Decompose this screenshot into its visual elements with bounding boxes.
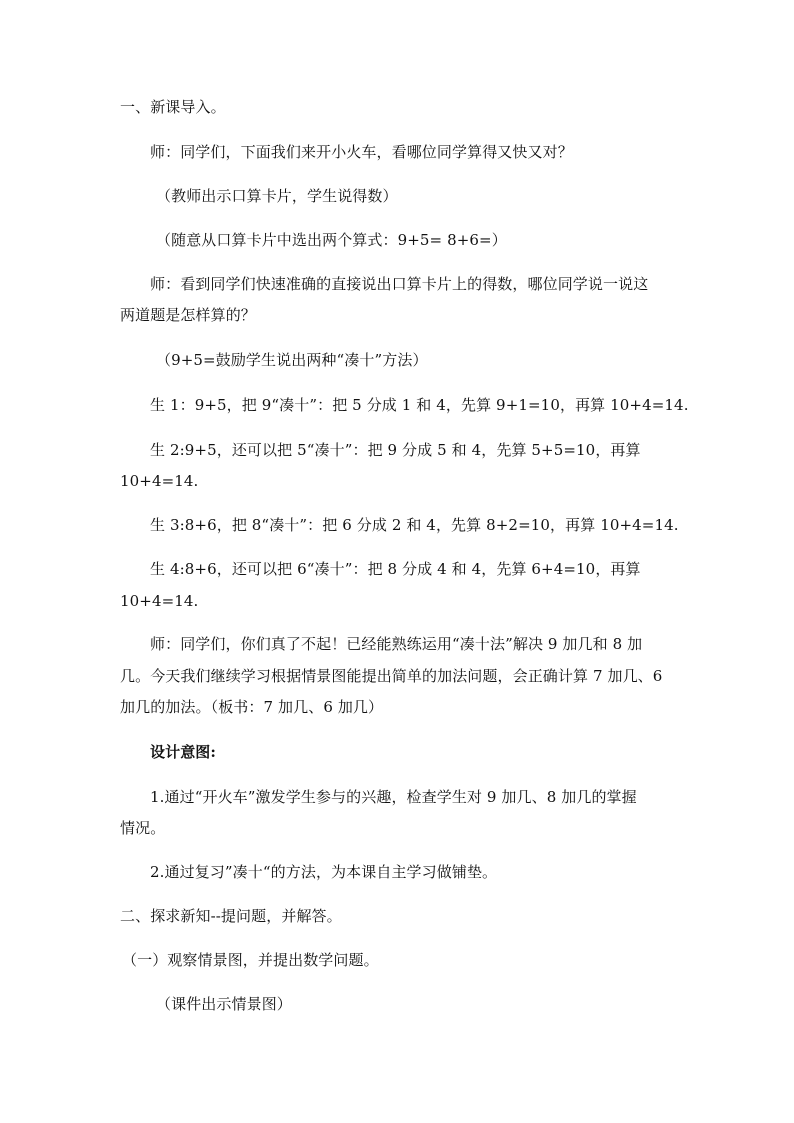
subsection-heading-observe: （一）观察情景图，并提出数学问题。 [122, 951, 379, 969]
section-heading-explore: 二、探求新知--提问题，并解答。 [120, 907, 342, 925]
student-2-line: 生 2:9+5，还可以把 5“凑十”：把 9 分成 5 和 4，先算 5+5=10，再算 [150, 441, 641, 459]
teacher-line-2-cont: 两道题是怎样算的？ [120, 306, 256, 324]
teacher-line-3-cont1: 几。今天我们继续学习根据情景图能提出简单的加法问题，会正确计算 7 加几、6 [120, 667, 663, 685]
stage-direction-3: （9+5=鼓励学生说出两种“凑十”方法） [156, 351, 428, 369]
stage-direction-4: （课件出示情景图） [156, 995, 292, 1013]
stage-direction-1: （教师出示口算卡片，学生说得数） [156, 187, 398, 205]
design-intent-heading: 设计意图: [150, 743, 217, 761]
teacher-line-2: 师：看到同学们快速准确的直接说出口算卡片上的得数，哪位同学说一说这 [150, 275, 649, 293]
stage-direction-2: （随意从口算卡片中选出两个算式：9+5= 8+6=） [156, 231, 507, 249]
teacher-line-3-cont2: 加几的加法。（板书：7 加几、6 加几） [120, 698, 384, 716]
design-intent-item-2: 2.通过复习”凑十“的方法，为本课自主学习做铺垫。 [150, 863, 498, 881]
design-intent-item-1: 1.通过“开火车”激发学生参与的兴趣，检查学生对 9 加几、8 加几的掌握 [150, 788, 637, 806]
teacher-line-1: 师：同学们，下面我们来开小火车，看哪位同学算得又快又对？ [150, 143, 573, 161]
section-heading-intro: 一、新课导入。 [120, 98, 226, 116]
student-4-line: 生 4:8+6，还可以把 6“凑十”：把 8 分成 4 和 4，先算 6+4=10，再算 [150, 560, 641, 578]
student-1-line: 生 1：9+5，把 9“凑十”：把 5 分成 1 和 4，先算 9+1=10，再算 10+4=14. [150, 396, 689, 414]
design-intent-item-1-cont: 情况。 [120, 819, 166, 837]
student-2-line-cont: 10+4=14. [120, 472, 199, 490]
student-3-line: 生 3:8+6，把 8“凑十”：把 6 分成 2 和 4，先算 8+2=10，再算 10+4=14. [150, 516, 679, 534]
student-4-line-cont: 10+4=14. [120, 592, 199, 610]
teacher-line-3: 师：同学们，你们真了不起！已经能熟练运用“凑十法”解决 9 加几和 8 加 [150, 635, 643, 653]
